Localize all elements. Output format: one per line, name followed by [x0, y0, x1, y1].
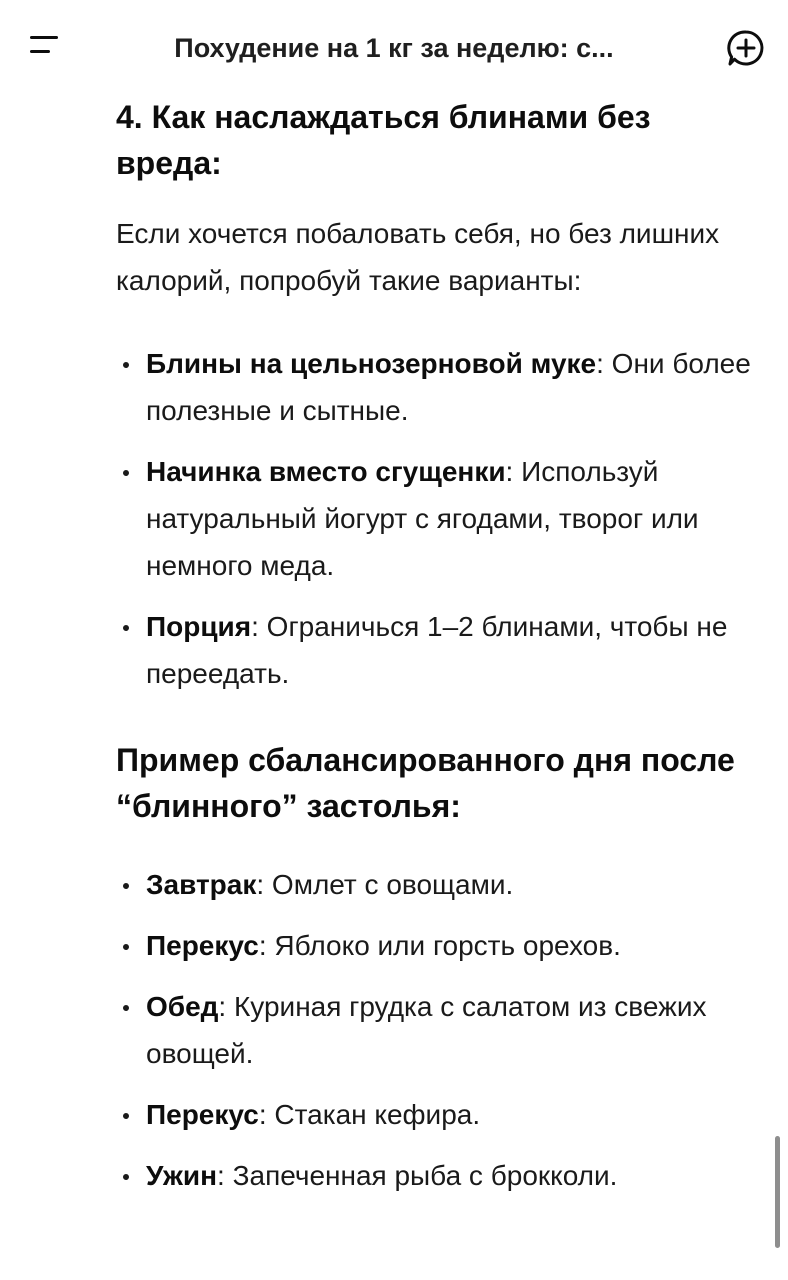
day-plan-list — [116, 861, 756, 1199]
list-item-separator: : — [251, 611, 259, 642]
menu-icon — [30, 36, 58, 39]
new-chat-plus-icon — [724, 26, 768, 70]
section-heading: 4. Как наслаждаться блинами без вреда: — [116, 99, 651, 181]
menu-button[interactable] — [22, 28, 66, 68]
list-item — [116, 603, 756, 697]
list-item — [116, 1091, 756, 1138]
list-item-text: Они более полезные и сытные. — [146, 348, 751, 426]
list-item-text: Запеченная рыба с брокколи. — [224, 1160, 618, 1191]
list-item-separator: : — [505, 456, 514, 487]
list-item — [116, 448, 756, 589]
list-item — [116, 861, 756, 908]
list-item-term: Начинка вместо сгущенки — [146, 456, 506, 487]
list-item-term: Перекус — [146, 930, 259, 961]
list-item-term: Завтрак — [146, 869, 257, 900]
message-content — [116, 94, 756, 1213]
list-item-separator: : — [258, 930, 267, 961]
list-item-text: Куриная грудка с салатом из свежих овощей. — [146, 991, 707, 1069]
list-item-text: Ограничься 1–2 блинами, чтобы не переедать. — [146, 611, 728, 689]
list-item-term: Ужин — [146, 1160, 218, 1191]
list-item-separator: : — [256, 869, 265, 900]
new-chat-button[interactable] — [724, 26, 768, 70]
intro-paragraph: Если хочется побаловать себя, но без лишних калорий, попробуй такие варианты: — [116, 218, 720, 296]
list-item-separator: : — [596, 348, 604, 379]
list-item-text: Используй натуральный йогурт с ягодами, творог или немного меда. — [146, 456, 699, 581]
section-heading: Пример сбалансированного дня после “блинного” застолья: — [116, 742, 735, 824]
list-item-term: Блины на цельнозерновой муке — [146, 348, 597, 379]
list-item-term: Перекус — [146, 1099, 259, 1130]
list-item — [116, 1152, 756, 1199]
conversation-title[interactable]: Похудение на 1 кг за неделю: с... — [174, 33, 614, 63]
list-item — [116, 922, 756, 969]
tips-list — [116, 340, 756, 697]
list-item-separator: : — [258, 1099, 267, 1130]
list-item-text: Стакан кефира. — [266, 1099, 481, 1130]
list-item — [116, 340, 756, 434]
list-item-term: Обед — [146, 991, 219, 1022]
list-item-separator: : — [218, 991, 227, 1022]
list-item-separator: : — [217, 1160, 225, 1191]
list-item — [116, 983, 756, 1077]
list-item-text: Яблоко или горсть орехов. — [266, 930, 621, 961]
list-item-term: Порция — [146, 611, 252, 642]
scrollbar-thumb[interactable] — [775, 1136, 780, 1248]
top-bar — [0, 0, 788, 92]
list-item-text: Омлет с овощами. — [264, 869, 514, 900]
menu-icon-line — [30, 50, 50, 53]
